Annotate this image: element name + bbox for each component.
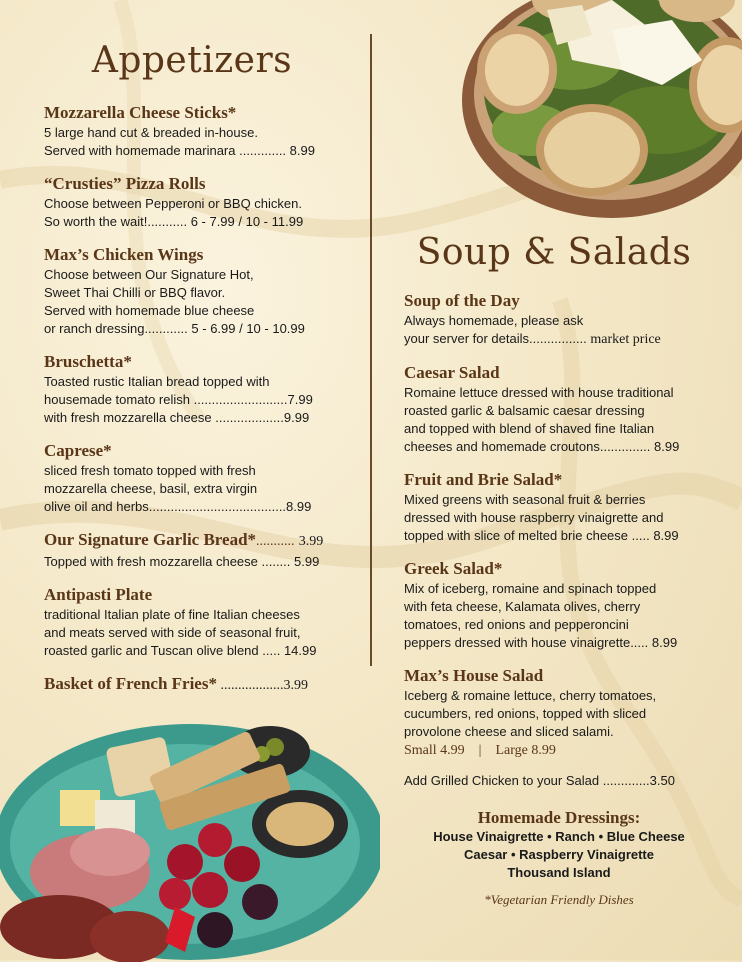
caesar-salad-photo bbox=[462, 0, 742, 230]
menu-item-caprese bbox=[44, 441, 344, 516]
dressings-line: House Vinaigrette • Ranch • Blue Cheese bbox=[433, 829, 685, 844]
item-name: Basket of French Fries* bbox=[44, 674, 217, 693]
item-name-dots: ........... bbox=[256, 534, 295, 549]
item-price: 7.99 bbox=[287, 392, 313, 407]
item-name: Max’s House Salad bbox=[404, 666, 544, 685]
item-price: 14.99 bbox=[283, 643, 317, 658]
item-desc-line: your server for details................ bbox=[404, 331, 587, 346]
item-price: 3.99 bbox=[283, 678, 308, 693]
item-price: 5.99 bbox=[294, 554, 320, 569]
item-desc-line: peppers dressed with house vinaigrette..... bbox=[404, 635, 649, 650]
item-desc-line: housemade tomato relish .......................... bbox=[44, 392, 288, 407]
item-name: Greek Salad* bbox=[404, 559, 503, 578]
item-name-dots: .................. bbox=[216, 678, 284, 693]
item-desc-line: Served with homemade blue cheese bbox=[44, 303, 255, 318]
item-desc-line: Toasted rustic Italian bread topped with bbox=[44, 374, 270, 389]
soup-salads-column bbox=[404, 232, 714, 908]
menu-item-house-salad bbox=[404, 666, 714, 759]
item-price: 5 - 6.99 / 10 - 10.99 bbox=[191, 321, 305, 336]
menu-item-crusties-pizza-rolls bbox=[44, 174, 344, 231]
item-price: market price bbox=[590, 332, 661, 347]
item-desc-line: with feta cheese, Kalamata olives, cherry bbox=[404, 599, 641, 614]
menu-item-garlic-bread bbox=[44, 530, 344, 571]
item-name: Caprese* bbox=[44, 441, 112, 460]
item-desc-line: roasted garlic & balsamic caesar dressing bbox=[404, 403, 645, 418]
item-desc-line: Choose between Our Signature Hot, bbox=[44, 267, 254, 282]
addon-text: Add Grilled Chicken to your Salad ............. bbox=[404, 773, 650, 788]
item-name: Fruit and Brie Salad* bbox=[404, 470, 563, 489]
menu-item-bruschetta bbox=[44, 352, 344, 427]
item-desc-line: or ranch dressing............ bbox=[44, 321, 188, 336]
item-desc-line: cucumbers, red onions, topped with sliced bbox=[404, 706, 647, 721]
menu-item-antipasti-plate bbox=[44, 585, 344, 660]
item-name: Caesar Salad bbox=[404, 363, 500, 382]
item-desc-line: traditional Italian plate of fine Italian cheeses bbox=[44, 607, 300, 622]
item-desc-line: Served with homemade marinara ............. bbox=[44, 143, 287, 158]
item-name-row bbox=[44, 530, 344, 552]
dressings-line: Caesar • Raspberry Vinaigrette bbox=[463, 847, 654, 862]
item-desc-line: mozzarella cheese, basil, extra virgin bbox=[44, 481, 258, 496]
column-divider bbox=[370, 34, 372, 666]
item-name: Mozzarella Cheese Sticks* bbox=[44, 103, 237, 122]
soup-salads-title: Soup & Salads bbox=[416, 232, 692, 273]
menu-item-fruit-brie-salad bbox=[404, 470, 714, 545]
dressings-line: Thousand Island bbox=[507, 865, 611, 880]
item-desc-line: with fresh mozzarella cheese ................... bbox=[44, 410, 284, 425]
appetizers-column bbox=[44, 40, 344, 710]
item-desc-line: 5 large hand cut & breaded in-house. bbox=[44, 125, 258, 140]
item-price: 9.99 bbox=[283, 410, 310, 425]
item-name: Bruschetta* bbox=[44, 352, 132, 371]
menu-item-caesar-salad bbox=[404, 363, 714, 456]
menu-item-greek-salad bbox=[404, 559, 714, 652]
antipasti-plate-photo bbox=[0, 712, 380, 962]
item-name: Antipasti Plate bbox=[44, 585, 153, 604]
menu-item-chicken-wings bbox=[44, 245, 344, 338]
item-name: Soup of the Day bbox=[404, 291, 520, 310]
item-price: 8.99 bbox=[653, 528, 679, 543]
appetizers-title: Appetizers bbox=[91, 40, 293, 81]
dressings-title: Homemade Dressings: bbox=[477, 808, 641, 827]
item-desc-line: tomatoes, red onions and pepperoncini bbox=[404, 617, 629, 632]
item-desc-line: Mix of iceberg, romaine and spinach topped bbox=[404, 581, 657, 596]
menu-item-french-fries bbox=[44, 674, 344, 696]
item-price: 8.99 bbox=[654, 439, 680, 454]
item-desc-line: Romaine lettuce dressed with house traditional bbox=[404, 385, 674, 400]
item-desc-line: Always homemade, please ask bbox=[404, 313, 584, 328]
item-name: Our Signature Garlic Bread* bbox=[44, 530, 257, 549]
item-desc-line: provolone cheese and sliced salami. bbox=[404, 724, 614, 739]
item-sizes: Small 4.99 | Large 8.99 bbox=[404, 743, 556, 758]
addon-price: 3.50 bbox=[649, 773, 675, 788]
item-desc-line: Choose between Pepperoni or BBQ chicken. bbox=[44, 196, 302, 211]
item-desc-line: sliced fresh tomato topped with fresh bbox=[44, 463, 256, 478]
item-price: 8.99 bbox=[651, 635, 678, 650]
item-price: 8.99 bbox=[289, 143, 315, 158]
item-price: 8.99 bbox=[286, 499, 312, 514]
item-desc-line: roasted garlic and Tuscan olive blend ..... bbox=[44, 643, 281, 658]
menu-item-mozzarella-sticks bbox=[44, 103, 344, 160]
item-desc-line: olive oil and herbs...................................... bbox=[44, 499, 287, 514]
item-price: 3.99 bbox=[298, 534, 324, 549]
item-desc-line: and topped with blend of shaved fine Italian bbox=[404, 421, 655, 436]
menu-item-soup-of-the-day bbox=[404, 291, 714, 349]
item-name: “Crusties” Pizza Rolls bbox=[44, 174, 206, 193]
item-desc-line: cheeses and homemade croutons.............. bbox=[404, 439, 651, 454]
item-desc-line: Iceberg & romaine lettuce, cherry tomatoes, bbox=[404, 688, 657, 703]
item-desc-line: dressed with house raspberry vinaigrette and bbox=[404, 510, 664, 525]
item-desc-line: topped with slice of melted brie cheese ..... bbox=[404, 528, 650, 543]
item-desc-line: Sweet Thai Chilli or BBQ flavor. bbox=[44, 285, 226, 300]
item-price: 6 - 7.99 / 10 - 11.99 bbox=[190, 214, 304, 229]
item-desc-line: and meats served with side of seasonal fruit, bbox=[44, 625, 301, 640]
item-desc-line: Mixed greens with seasonal fruit & berries bbox=[404, 492, 646, 507]
item-desc-line: Topped with fresh mozzarella cheese ........ bbox=[44, 554, 291, 569]
add-chicken-option bbox=[404, 773, 714, 788]
item-desc-line: So worth the wait!........... bbox=[44, 214, 188, 229]
item-name: Max’s Chicken Wings bbox=[44, 245, 204, 264]
vegetarian-note: *Vegetarian Friendly Dishes bbox=[484, 892, 634, 907]
